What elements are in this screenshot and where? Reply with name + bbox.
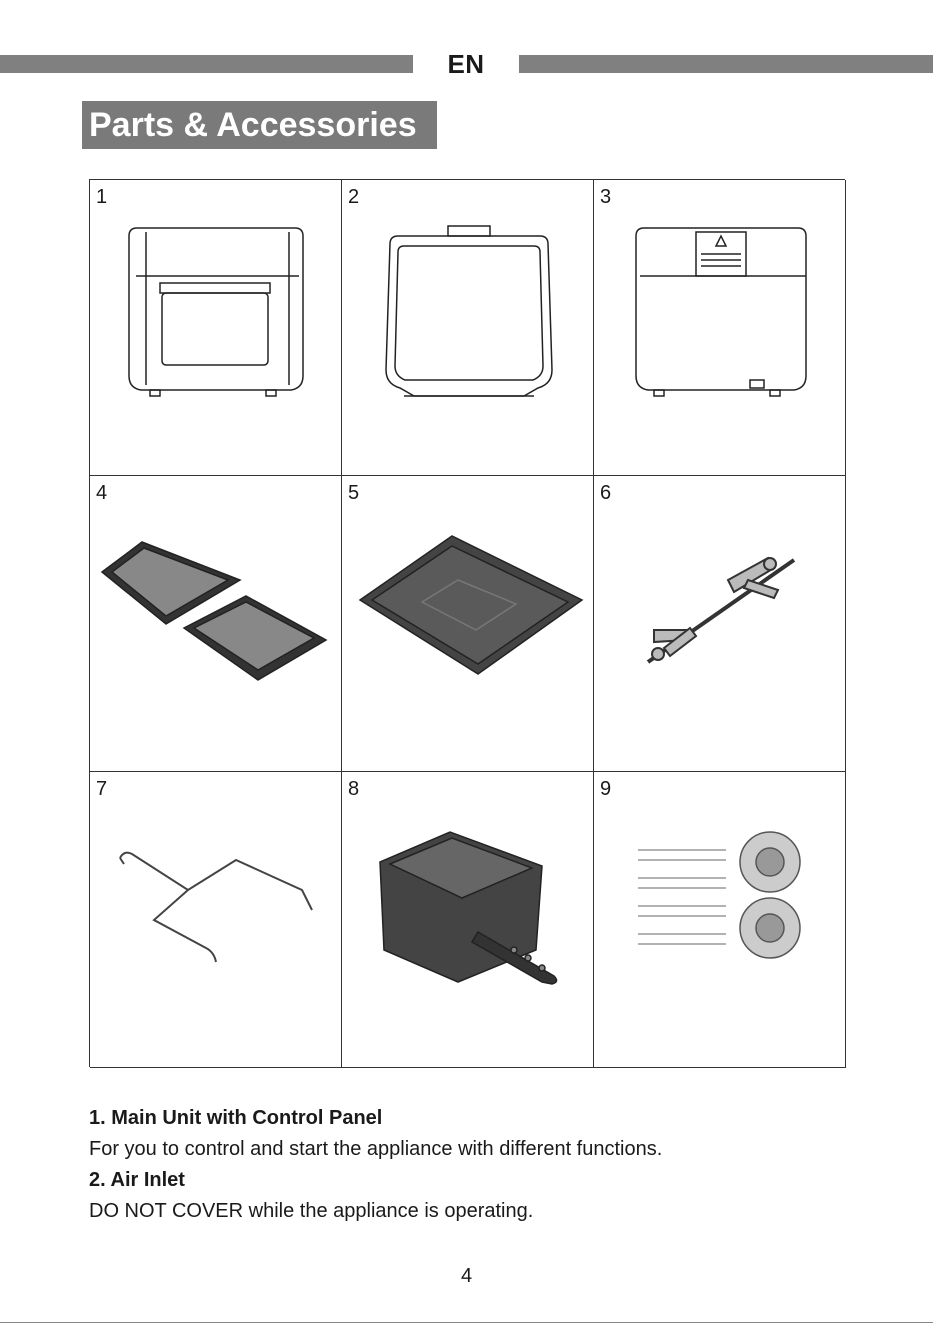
page-number: 4 [460, 1265, 473, 1287]
part-cell-8 [342, 772, 594, 1068]
air-inlet-frame-illustration [342, 180, 594, 476]
part-number: 2 [348, 186, 360, 208]
mesh-racks-illustration [90, 476, 342, 772]
description-heading: 2. Air Inlet [89, 1169, 185, 1191]
part-cell-7 [90, 772, 342, 1068]
part-cell-5 [342, 476, 594, 772]
descriptions [89, 1103, 889, 1227]
part-cell-2 [342, 180, 594, 476]
description-heading: 1. Main Unit with Control Panel [89, 1107, 383, 1129]
part-number: 7 [96, 778, 108, 800]
parts-grid [89, 179, 845, 1067]
part-cell-4 [90, 476, 342, 772]
footer-line [0, 1322, 933, 1323]
part-number: 5 [348, 482, 360, 504]
drip-tray-illustration [342, 476, 594, 772]
page-title: Parts & Accessories [82, 101, 437, 149]
part-number: 1 [96, 186, 108, 208]
main-unit-illustration [90, 180, 342, 476]
part-number: 4 [96, 482, 108, 504]
header-bar-left [0, 55, 413, 73]
part-cell-9 [594, 772, 846, 1068]
back-view-illustration [594, 180, 846, 476]
part-number: 9 [600, 778, 612, 800]
description-text: DO NOT COVER while the appliance is operating. [89, 1200, 534, 1222]
language-label: EN [447, 49, 485, 79]
description-text: For you to control and start the appliance with different functions. [89, 1138, 663, 1160]
part-number: 3 [600, 186, 612, 208]
part-number: 6 [600, 482, 612, 504]
rotisserie-illustration [594, 476, 846, 772]
skewers-and-discs-illustration [594, 772, 846, 1068]
part-number: 8 [348, 778, 360, 800]
header-bar-right [519, 55, 933, 73]
fry-basket-illustration [342, 772, 594, 1068]
part-cell-3 [594, 180, 846, 476]
rotisserie-fork-rod-illustration [90, 772, 342, 1068]
part-cell-6 [594, 476, 846, 772]
part-cell-1 [90, 180, 342, 476]
